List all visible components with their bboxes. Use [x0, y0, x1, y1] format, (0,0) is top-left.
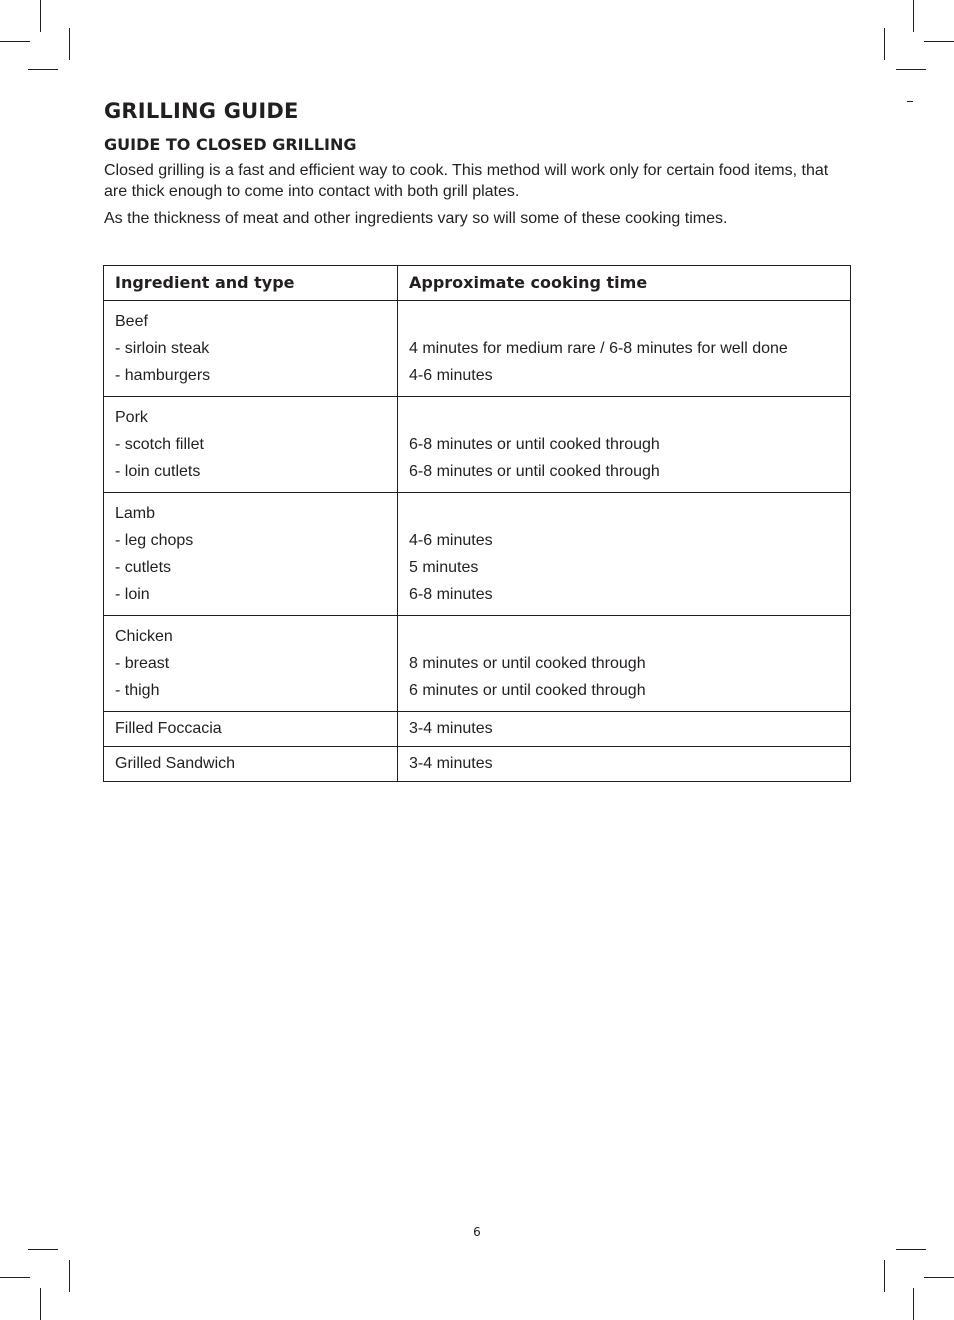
cooking-time: 4-6 minutes — [409, 367, 493, 384]
crop-mark — [924, 1277, 954, 1278]
ingredient-category: Pork — [115, 409, 148, 426]
ingredient-category: Lamb — [115, 505, 156, 522]
crop-mark — [40, 1288, 41, 1320]
ingredient-item: - loin cutlets — [115, 463, 201, 480]
intro-paragraph: Closed grilling is a fast and efficient way to cook. This method will work only for certain food items, that are thick enough to come into contact with both grill plates. — [104, 162, 829, 200]
ingredient-item: - thigh — [115, 682, 160, 699]
ingredient-cell — [104, 493, 398, 616]
crop-mark — [907, 101, 913, 102]
page-title: GRILLING GUIDE — [104, 99, 299, 123]
crop-mark — [924, 41, 954, 42]
crop-mark — [896, 69, 926, 70]
cooking-time: 4-6 minutes — [409, 532, 493, 549]
cooking-time: 6-8 minutes or until cooked through — [409, 463, 660, 480]
ingredient-category: Chicken — [115, 628, 173, 645]
intro-section — [104, 98, 851, 229]
crop-mark — [896, 1249, 926, 1250]
cooking-time: 8 minutes or until cooked through — [409, 655, 646, 672]
ingredient-item: - breast — [115, 655, 170, 672]
column-header-time: Approximate cooking time — [398, 266, 851, 301]
crop-mark — [69, 1260, 70, 1292]
ingredient-item: - scotch fillet — [115, 436, 204, 453]
table-row — [104, 397, 851, 493]
ingredient-cell — [104, 397, 398, 493]
cooking-time: 6-8 minutes — [409, 586, 493, 603]
cooking-time: 6-8 minutes or until cooked through — [409, 436, 660, 453]
section-subtitle: GUIDE TO CLOSED GRILLING — [104, 135, 357, 154]
table-row — [104, 301, 851, 397]
page-number: 6 — [473, 1225, 481, 1239]
crop-mark — [69, 28, 70, 60]
cooking-time: 6 minutes or until cooked through — [409, 682, 646, 699]
ingredient-cell — [104, 616, 398, 712]
ingredient-cell: Grilled Sandwich — [104, 747, 398, 782]
crop-mark — [0, 41, 30, 42]
crop-mark — [0, 1277, 30, 1278]
column-header-ingredient: Ingredient and type — [104, 266, 398, 301]
cooking-time: 4 minutes for medium rare / 6-8 minutes for well done — [409, 340, 788, 357]
crop-mark — [40, 0, 41, 32]
cooking-time: 5 minutes — [409, 559, 479, 576]
table-row — [104, 616, 851, 712]
ingredient-cell: Filled Foccacia — [104, 712, 398, 747]
crop-mark — [28, 69, 58, 70]
crop-mark — [913, 0, 914, 32]
ingredient-item: - hamburgers — [115, 367, 211, 384]
ingredient-item: - sirloin steak — [115, 340, 210, 357]
cooking-time-table — [103, 265, 851, 782]
crop-mark — [913, 1288, 914, 1320]
time-cell — [398, 493, 851, 616]
table-row — [104, 493, 851, 616]
time-cell — [398, 397, 851, 493]
crop-mark — [884, 1260, 885, 1292]
time-cell: 3-4 minutes — [398, 747, 851, 782]
ingredient-item: - leg chops — [115, 532, 194, 549]
table-row — [104, 712, 851, 747]
crop-mark — [28, 1249, 58, 1250]
time-cell: 3-4 minutes — [398, 712, 851, 747]
crop-mark — [884, 28, 885, 60]
ingredient-item: - loin — [115, 586, 150, 603]
note-paragraph: As the thickness of meat and other ingredients vary so will some of these cooking times. — [104, 210, 728, 227]
time-cell — [398, 616, 851, 712]
ingredient-category: Beef — [115, 313, 148, 330]
time-cell — [398, 301, 851, 397]
table-header-row — [104, 266, 851, 301]
table-row — [104, 747, 851, 782]
ingredient-cell — [104, 301, 398, 397]
ingredient-item: - cutlets — [115, 559, 172, 576]
